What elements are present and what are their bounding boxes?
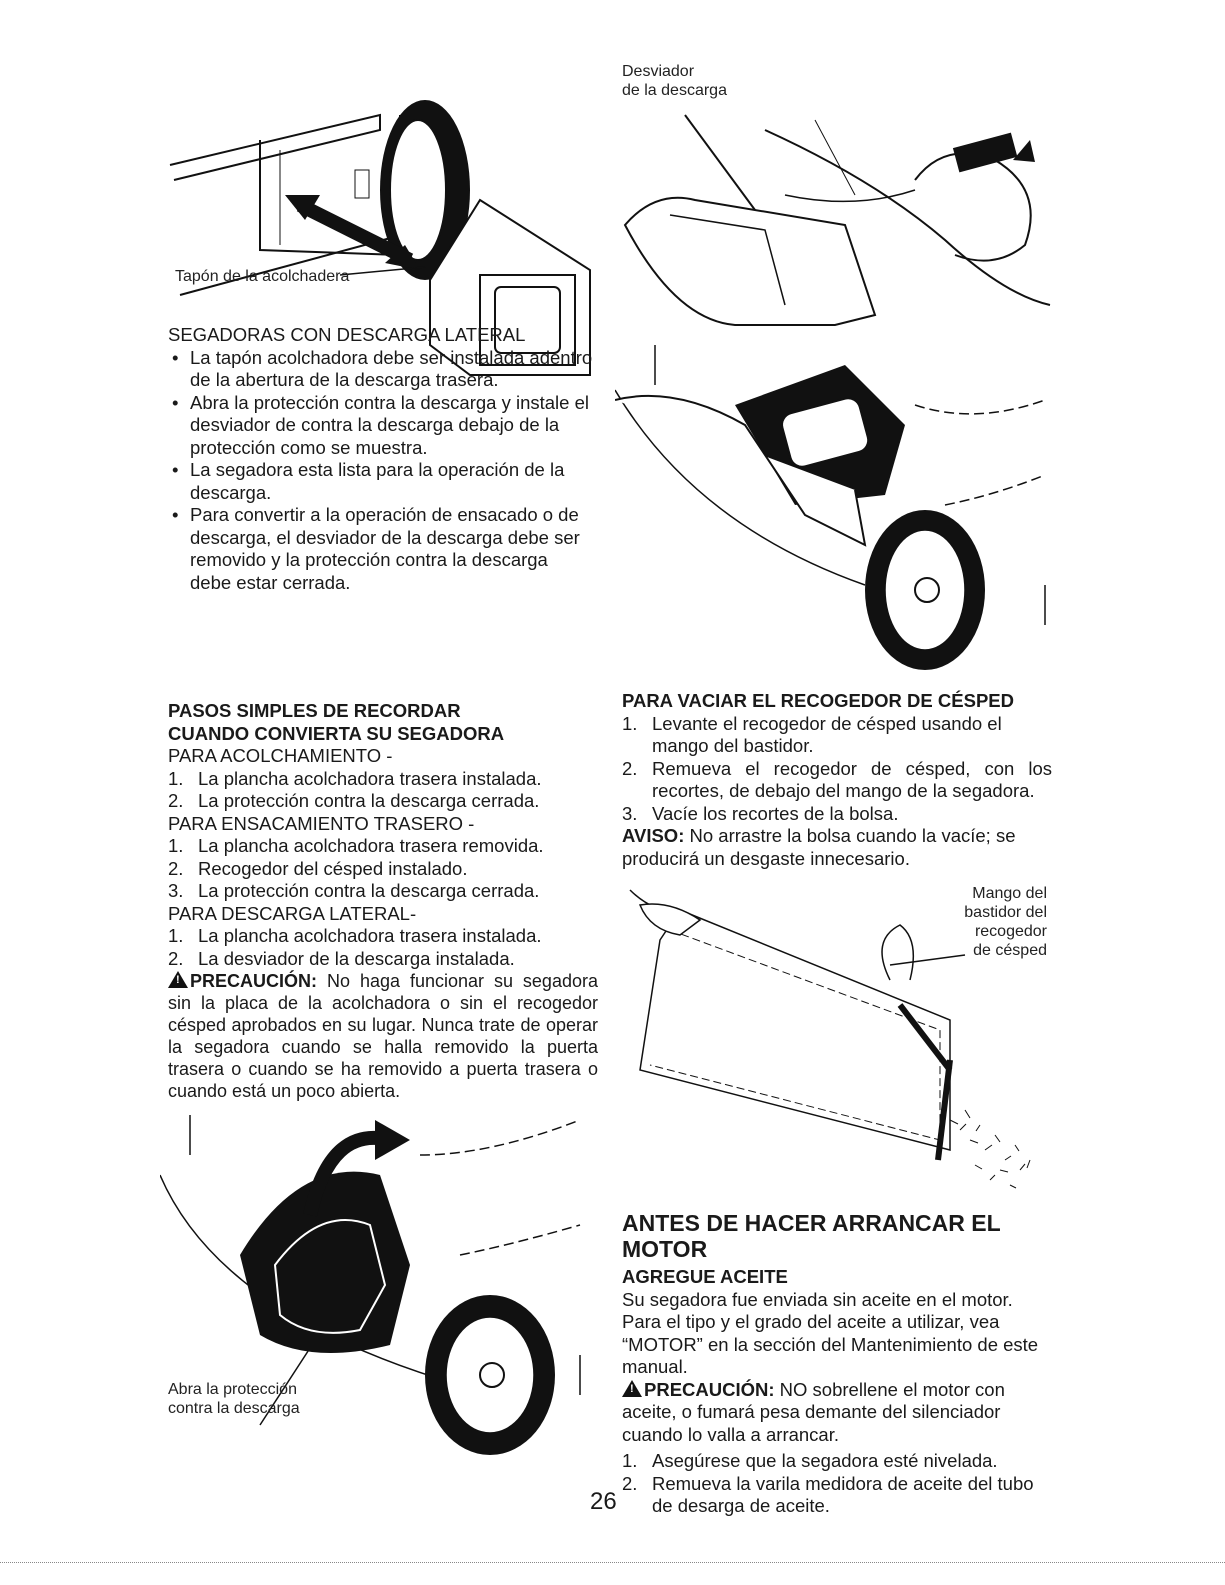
- caption-mulch-plug: Tapón de la acolchadera: [175, 268, 350, 285]
- caption-open-door-line1: Abra la protección: [168, 1381, 297, 1398]
- caption-catcher-line1: Mango del: [972, 885, 1047, 902]
- list-item: 2. Remueva la varila medidora de aceite del tubo de desarga de aceite.: [622, 1472, 1034, 1516]
- figure-open-door: [160, 1115, 600, 1485]
- list-item: • La segadora esta lista para la operación de la descarga.: [168, 459, 594, 504]
- caption-deflector-line2: de la descarga: [622, 82, 727, 99]
- warning-icon: [168, 971, 188, 988]
- bottom-divider: [0, 1562, 1225, 1563]
- caution-text: NO sobrellene el motor con aceite, o fumará pesa demante del silenciador cuando lo valla a arrancar.: [622, 1378, 1005, 1445]
- list-item: • La tapón acolchadora debe ser instalada adentro de la abertura de la descarga trasera.: [168, 347, 594, 392]
- list-item: 1. Asegúrese que la segadora esté nivelada.: [622, 1450, 998, 1471]
- caption-catcher-handle: [945, 884, 1047, 960]
- list-item: 3. Vacíe los recortes de la bolsa.: [622, 802, 899, 824]
- caption-open-door: [168, 1380, 300, 1418]
- notice-label: AVISO:: [622, 825, 685, 846]
- list-item: 2. La desviador de la descarga instalada.: [168, 947, 515, 969]
- list-item: 2. Recogedor del césped instalado.: [168, 857, 468, 879]
- steps-heading-line1: PASOS SIMPLES DE RECORDAR: [168, 700, 461, 721]
- caution-text: No haga funcionar su segadora sin la placa de la acolchadora o sin el recogedor césped aprobados en su lugar. Nunca trate de operar la segadora cuando se halla removido la puerta trasera o cuando se ha removido a puerta trasera o cuando está un poco abierta.: [168, 971, 598, 1101]
- before-starting-heading-line1: ANTES DE HACER ARRANCAR EL: [622, 1210, 1001, 1236]
- list-item: 1. Levante el recogedor de césped usando el mango del bastidor.: [622, 712, 1002, 756]
- list-item: 1. La plancha acolchadora trasera removida.: [168, 835, 544, 856]
- caution-label: PRECAUCIÓN:: [190, 971, 318, 991]
- figure-mower-side: [615, 345, 1055, 680]
- list-item: 3. La protección contra la descarga cerrada.: [168, 880, 540, 901]
- side-discharge-bullets: [168, 347, 594, 595]
- empty-catcher-heading: PARA VACIAR EL RECOGEDOR DE CÉSPED: [622, 690, 1014, 711]
- before-starting-heading-line2: MOTOR: [622, 1236, 708, 1262]
- list-item: 1. La plancha acolchadora trasera instalada.: [168, 767, 542, 789]
- bag-steps: [168, 835, 598, 903]
- caption-catcher-line2: bastidor del: [964, 904, 1047, 921]
- page-number: 26: [590, 1488, 617, 1515]
- notice-text: No arrastre la bolsa cuando la vacíe; se producirá un desgaste innecesario.: [622, 825, 1016, 869]
- empty-steps: [622, 713, 1052, 826]
- caution-paragraph-left: [168, 970, 598, 1102]
- add-oil-heading: AGREGUE ACEITE: [622, 1266, 788, 1287]
- caption-deflector-line1: Desviador: [622, 63, 695, 80]
- caution-label: PRECAUCIÓN:: [644, 1378, 775, 1400]
- caption-open-door-line2: contra la descarga: [168, 1400, 300, 1417]
- steps-heading-line2: CUANDO CONVIERTA SU SEGADORA: [168, 722, 505, 744]
- caption-catcher-line4: de césped: [973, 942, 1047, 959]
- mulch-heading: PARA ACOLCHAMIENTO -: [168, 745, 393, 766]
- before-starting-section: [622, 1210, 1052, 1518]
- side-steps-heading: PARA DESCARGA LATERAL-: [168, 902, 417, 924]
- list-item: • Para convertir a la operación de ensacado o de descarga, el desviador de la descarga debe ser removido y la protección contra la descarga debe estar cerrada.: [168, 504, 594, 594]
- figure-deflector: [615, 100, 1055, 345]
- bag-heading: PARA ENSACAMIENTO TRASERO -: [168, 812, 475, 834]
- notice-paragraph: [622, 825, 1052, 870]
- empty-catcher-section: [622, 690, 1052, 870]
- caution-paragraph-right: [622, 1379, 1052, 1447]
- list-item: 2. Remueva el recogedor de césped, con los recortes, de debajo del mango de la segadora.: [622, 757, 1052, 801]
- caption-deflector: [622, 62, 727, 100]
- oil-steps: [622, 1450, 1052, 1518]
- side-steps: [168, 925, 598, 970]
- conversion-steps: [168, 700, 598, 1102]
- side-discharge-heading: SEGADORAS CON DESCARGA LATERAL: [168, 324, 526, 345]
- list-item: 2. La protección contra la descarga cerrada.: [168, 790, 540, 811]
- left-column: [168, 324, 594, 594]
- list-item: 1. La plancha acolchadora trasera instalada.: [168, 925, 542, 946]
- caption-catcher-line3: recogedor: [974, 923, 1047, 940]
- list-item: • Abra la protección contra la descarga y instale el desviador de contra la descarga debajo de la protección como se muestra.: [168, 392, 594, 460]
- warning-icon: [622, 1380, 642, 1397]
- mulch-steps: [168, 768, 598, 813]
- oil-paragraph: Su segadora fue enviada sin aceite en el motor. Para el tipo y el grado del aceite a utilizar, vea “MOTOR” en la sección del Mantenimiento de este manual.: [622, 1288, 1039, 1377]
